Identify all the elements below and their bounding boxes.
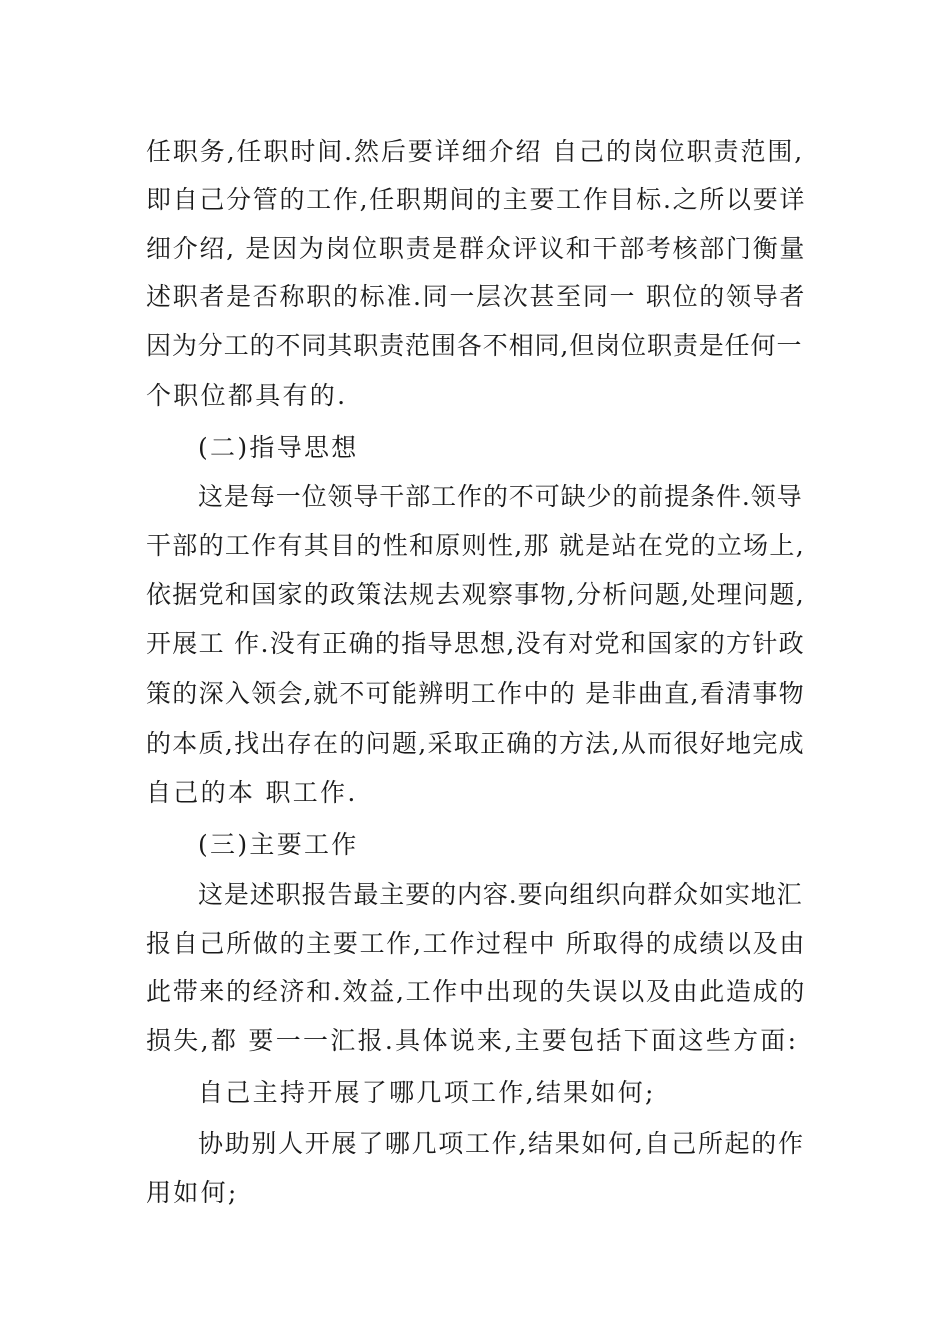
paragraph-line: 策的深入领会,就不可能辨明工作中的 是非曲直,看清事物 — [146, 679, 805, 708]
paragraph-line: 干部的工作有其目的性和原则性,那 就是站在党的立场上, — [146, 531, 805, 560]
paragraph-line: 开展工 作.没有正确的指导思想,没有对党和国家的方针政 — [146, 629, 805, 658]
paragraph-line: 报自己所做的主要工作,工作过程中 所取得的成绩以及由 — [146, 929, 807, 958]
paragraph-line: 即自己分管的工作,任职期间的主要工作目标.之所以要详 — [146, 185, 807, 214]
paragraph-line: 损失,都 要一一汇报.具体说来,主要包括下面这些方面: — [146, 1026, 799, 1055]
paragraph-line: 自己的本 职工作. — [146, 778, 358, 807]
paragraph-line: 任职务,任职时间.然后要详细介绍 自己的岗位职责范围, — [146, 137, 805, 166]
section-heading: (三)主要工作 — [198, 830, 359, 859]
paragraph-line: 用如何; — [146, 1178, 239, 1207]
paragraph-line: 这是每一位领导干部工作的不可缺少的前提条件.领导 — [198, 482, 803, 511]
paragraph-line: 个职位都具有的. — [146, 381, 348, 410]
paragraph-line: 协助别人开展了哪几项工作,结果如何,自己所起的作 — [198, 1129, 805, 1158]
paragraph-line: 的本质,找出存在的问题,采取正确的方法,从而很好地完成 — [146, 729, 805, 758]
section-heading: (二)指导思想 — [198, 433, 359, 462]
paragraph-line: 细介绍, 是因为岗位职责是群众评议和干部考核部门衡量 — [146, 234, 807, 263]
paragraph-line: 这是述职报告最主要的内容.要向组织向群众如实地汇 — [198, 880, 803, 909]
paragraph-line: 自己主持开展了哪几项工作,结果如何; — [198, 1078, 656, 1107]
paragraph-line: 此带来的经济和.效益,工作中出现的失误以及由此造成的 — [146, 977, 807, 1006]
paragraph-line: 因为分工的不同其职责范围各不相同,但岗位职责是任何一 — [146, 331, 803, 360]
paragraph-line: 依据党和国家的政策法规去观察事物,分析问题,处理问题, — [146, 580, 805, 609]
paragraph-line: 述职者是否称职的标准.同一层次甚至同一 职位的领导者 — [146, 282, 807, 311]
